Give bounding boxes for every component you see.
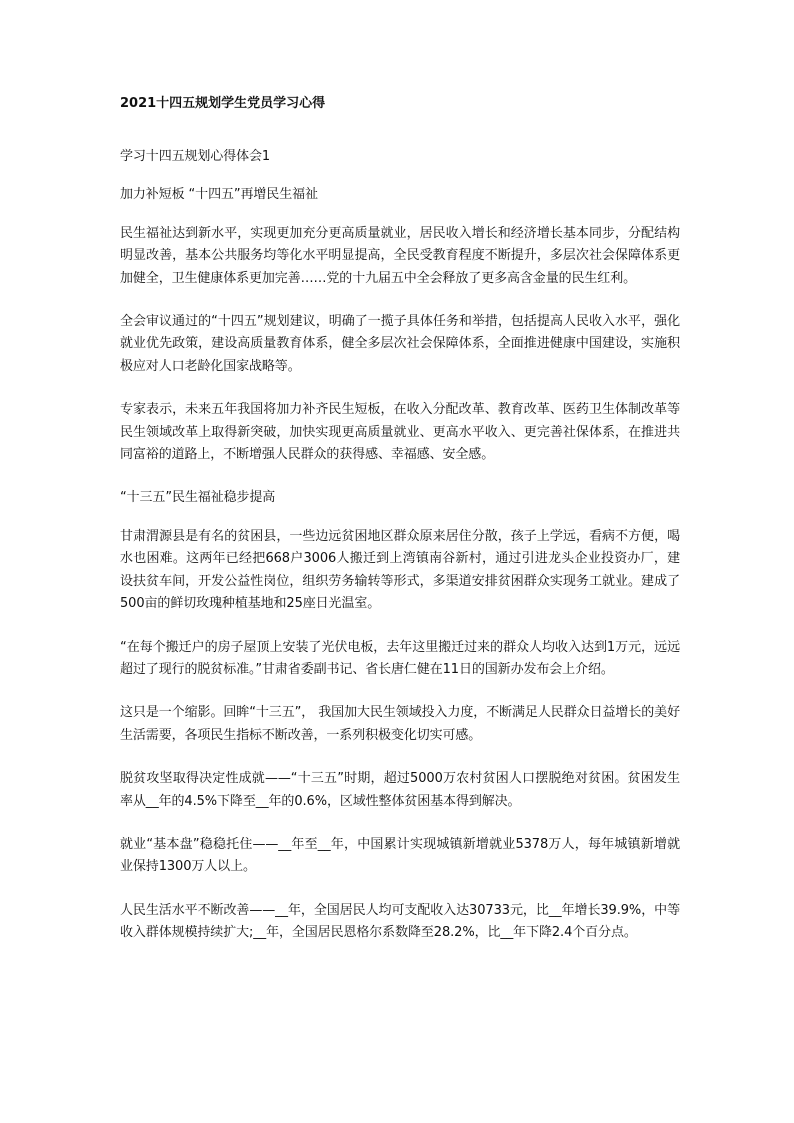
- body-paragraph: 就业“基本盘”稳稳托住——__年至__年，中国累计实现城镇新增就业5378万人，每年城镇新增就业保持1300万人以上。: [120, 836, 680, 875]
- body-paragraph: 脱贫攻坚取得决定性成就——“十三五”时期，超过5000万农村贫困人口摆脱绝对贫困。贫困发生率从__年的4.5%下降至__年的0.6%，区域性整体贫困基本得到解决。: [120, 771, 680, 809]
- body-paragraph: 甘肃渭源县是有名的贫困县，一些边远贫困地区群众原来居住分散，孩子上学远，看病不方便，喝水也困难。这两年已经把668户3006人搬迁到上湾镇南谷新村，通过引进龙头企业投资办厂，建设扶贫车间，开发公益性岗位，组织劳务输转等形式，多渠道安排贫困群众实现务工就业。建成了500亩的鲜切玫瑰种植基地和25座日光温室。: [120, 528, 680, 612]
- document-title: 2021十四五规划学生党员学习心得: [120, 96, 326, 111]
- body-paragraph: 人民生活水平不断改善——__年，全国居民人均可支配收入达30733元，比__年增长39.9%，中等收入群体规模持续扩大;__年，全国居民恩格尔系数降至28.2%，比__年下降2.4个百分点。: [120, 902, 680, 941]
- body-paragraph: 民生福祉达到新水平，实现更加充分更高质量就业，居民收入增长和经济增长基本同步，分配结构明显改善，基本公共服务均等化水平明显提高，全民受教育程度不断提升，多层次社会保障体系更加健全，卫生健康体系更加完善……党的十九届五中全会释放了更多高含金量的民生红利。: [120, 225, 680, 286]
- article-subheading: 加力补短板 “十四五”再增民生福祉: [120, 187, 318, 203]
- document-page: [120, 92, 680, 966]
- body-paragraph: 全会审议通过的“十四五”规划建议，明确了一揽子具体任务和举措，包括提高人民收入水平，强化就业优先政策，建设高质量教育体系，健全多层次社会保障体系，全面推进健康中国建设，实施积极应对人口老龄化国家战略等。: [120, 314, 680, 374]
- body-paragraph: 这只是一个缩影。回眸“十三五”， 我国加大民生领域投入力度，不断满足人民群众日益增长的美好生活需要，各项民生指标不断改善，一系列积极变化切实可感。: [120, 705, 680, 743]
- section-heading: 学习十四五规划心得体会1: [120, 149, 271, 164]
- article-subheading: “十三五”民生福祉稳步提高: [120, 490, 276, 506]
- body-paragraph: “在每个搬迁户的房子屋顶上安装了光伏电板，去年这里搬迁过来的群众人均收入达到1万元，远远超过了现行的脱贫标准。”甘肃省委副书记、省长唐仁健在11日的国新办发布会上介绍。: [120, 639, 680, 677]
- body-paragraph: 专家表示，未来五年我国将加力补齐民生短板，在收入分配改革、教育改革、医药卫生体制改革等民生领域改革上取得新突破，加快实现更高质量就业、更高水平收入、更完善社保体系，在推进共同富裕的道路上，不断增强人民群众的获得感、幸福感、安全感。: [120, 402, 680, 463]
